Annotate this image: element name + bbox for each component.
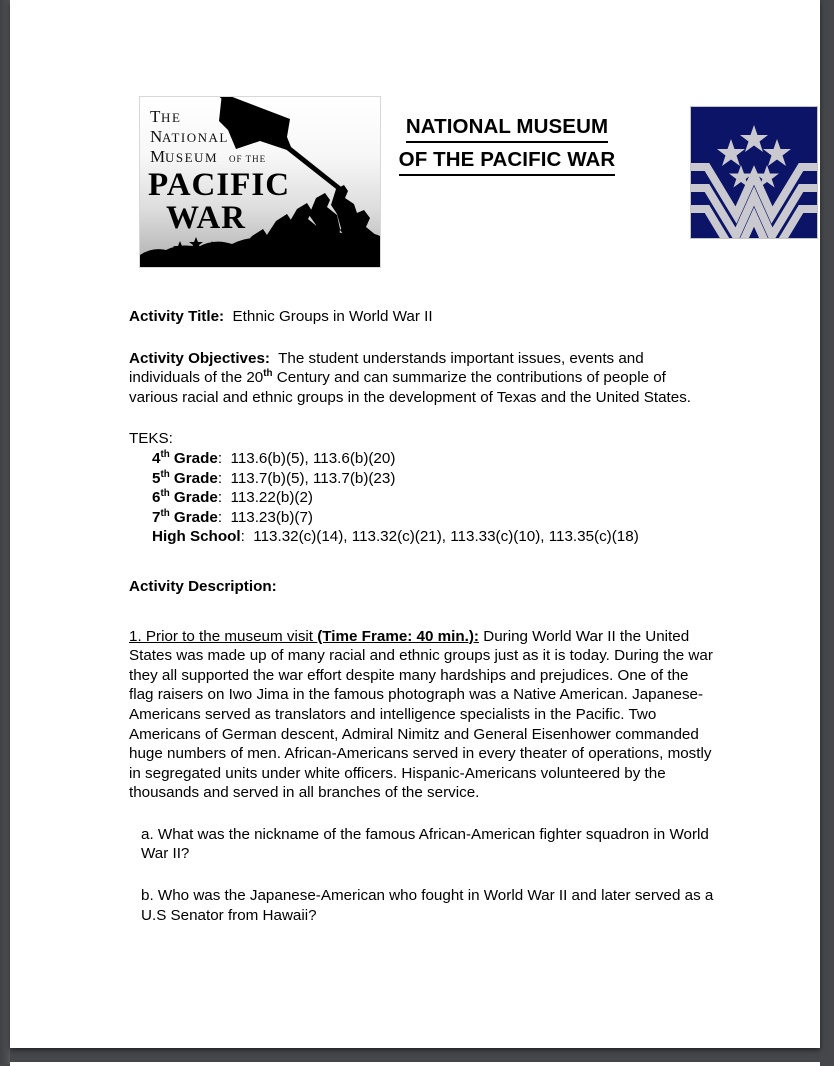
teks-grade-label-4: 4 <box>152 449 161 467</box>
teks-standards-4: 113.6(b)(5), 113.6(b)(20) <box>230 449 396 467</box>
teks-row-grade-5 <box>129 469 715 489</box>
item-1-body: During World War II the United States was made up of many racial and ethnic groups just as it is today. During the war they all supported the war effort despite many hardships and prejudices. One of the flag raisers on Iwo Jima in the famous photograph was a Native American. Japanese-Americans served as translators and intelligence specialists in the Pacific. Two Americans of German descent, Admiral Nimitz and General Eisenhower commanded huge numbers of men. African-Americans served in every theater of operations, mostly in segregated units under white officers. Hispanic-Americans volunteered by the thousands and served in all branches of the service. <box>129 627 713 802</box>
teks-grade-label-7: 7 <box>152 508 161 526</box>
activity-title-label: Activity Title: <box>129 308 225 325</box>
teks-grade-sup-6: th <box>160 488 170 500</box>
activity-description-heading-text: Activity Description: <box>129 577 277 595</box>
teks-grade-label-hs: High School <box>152 528 241 546</box>
teks-row-grade-6 <box>129 488 715 508</box>
svg-text:WAR: WAR <box>166 200 247 236</box>
item-1-time-frame: (Time Frame: 40 min.): <box>317 627 479 645</box>
document-page <box>10 0 820 1048</box>
question-b: b. Who was the Japanese-American who fought in World War II and later served as a U.S Senator from Hawaii? <box>141 887 714 924</box>
teks-grade-sup-4: th <box>160 448 170 460</box>
document-header <box>129 92 715 277</box>
teks-grade-sup-7: th <box>160 507 170 519</box>
teks-grade-suffix-7: Grade <box>169 508 218 526</box>
teks-sep-hs: : <box>240 528 254 546</box>
activity-description-item-1 <box>129 627 715 803</box>
teks-list <box>129 449 715 547</box>
teks-standards-6: 113.22(b)(2) <box>230 489 313 507</box>
activity-objectives-row <box>129 349 715 408</box>
teks-sep-7: : <box>217 508 231 526</box>
teks-heading: TEKS: <box>129 430 173 448</box>
svg-text:HE: HE <box>161 110 182 125</box>
page-content-area <box>129 0 715 925</box>
activity-description-heading <box>129 577 715 597</box>
page-title-line-1: NATIONAL MUSEUM <box>406 114 608 143</box>
svg-text:PACIFIC: PACIFIC <box>148 167 291 203</box>
teks-standards-hs: 113.32(c)(14), 113.32(c)(21), 113.33(c)(10), 113.35(c)(18) <box>253 528 639 546</box>
svg-text:M: M <box>150 147 167 166</box>
teks-standards-5: 113.7(b)(5), 113.7(b)(23) <box>230 469 396 487</box>
svg-text:OF THE: OF THE <box>229 154 267 164</box>
activity-objectives-text-1: The student understands important issues, events and individuals of the 20 <box>129 349 644 387</box>
activity-objectives-label: Activity Objectives: <box>129 349 270 367</box>
svg-text:N: N <box>150 127 164 146</box>
svg-text:ATIONAL: ATIONAL <box>162 130 229 145</box>
teks-row-high-school <box>129 527 715 547</box>
question-a: a. What was the nickname of the famous African-American fighter squadron in World War II? <box>141 825 709 863</box>
teks-row-grade-4 <box>129 449 715 469</box>
teks-grade-suffix-5: Grade <box>169 469 218 487</box>
teks-sep-6: : <box>217 489 231 507</box>
activity-title-row <box>129 307 715 327</box>
teks-grade-sup-5: th <box>160 468 170 480</box>
viewer-left-gutter <box>0 0 10 1064</box>
pacific-war-logo <box>139 96 381 268</box>
svg-text:USEUM: USEUM <box>165 150 219 165</box>
teks-sep-4: : <box>217 449 231 467</box>
document-body <box>129 277 715 925</box>
century-superscript: th <box>263 368 273 380</box>
next-page-preview <box>10 1062 820 1066</box>
teks-grade-suffix-4: Grade <box>169 449 218 467</box>
activity-objectives-spacer <box>270 350 278 367</box>
teks-row-grade-7 <box>129 508 715 528</box>
teks-grade-label-6: 6 <box>152 489 161 507</box>
teks-grade-suffix-6: Grade <box>169 489 218 507</box>
activity-title-value: Ethnic Groups in World War II <box>232 308 433 325</box>
page-title <box>381 114 633 176</box>
nmpw-emblem <box>690 106 818 239</box>
svg-text:T: T <box>150 107 162 126</box>
teks-standards-7: 113.23(b)(7) <box>230 508 313 526</box>
page-title-line-2: OF THE PACIFIC WAR <box>399 147 616 176</box>
activity-title-spacer <box>224 308 232 325</box>
teks-sep-5: : <box>217 469 231 487</box>
activity-objectives-text-2: Century and can summarize the contributions of people of various racial and ethnic groups in the development of Texas and the United States. <box>129 369 692 406</box>
item-1-lead: 1. Prior to the museum visit <box>129 627 318 645</box>
teks-grade-label-5: 5 <box>152 469 161 487</box>
